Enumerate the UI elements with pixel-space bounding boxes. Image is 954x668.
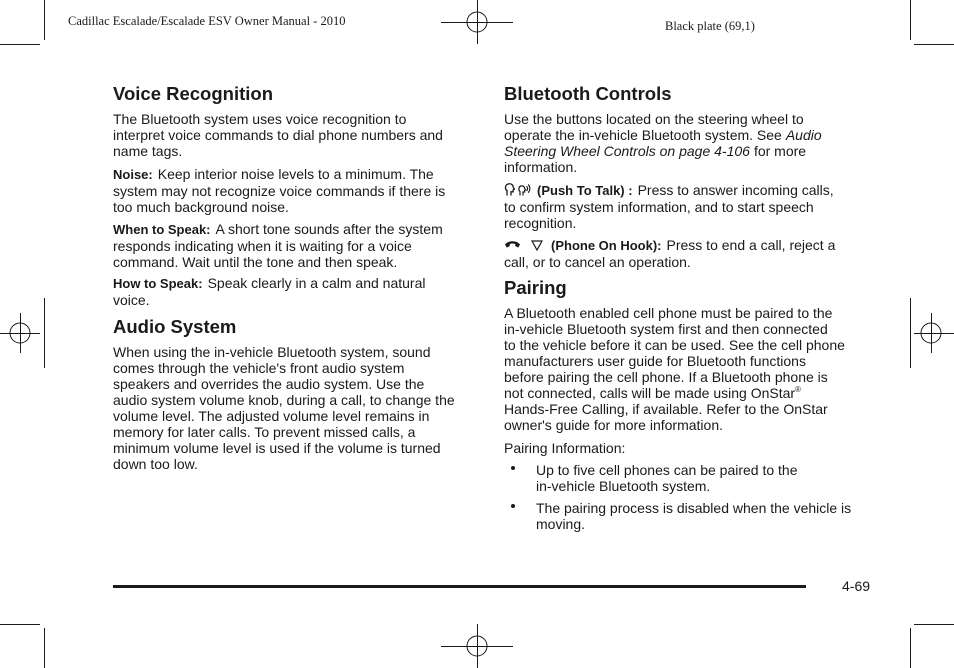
text-line: Hands-Free Calling, if available. Refer to the OnStar <box>504 401 828 417</box>
intro-text: for more <box>753 143 807 159</box>
cross-reference: Audio <box>785 127 822 143</box>
text-line: call, or to cancel an operation. <box>504 254 691 270</box>
phone-icon <box>504 240 521 251</box>
text-line: The pairing process is disabled when the vehicle is <box>536 500 852 516</box>
intro-text: operate the in-vehicle Bluetooth system. See <box>504 127 782 143</box>
bluetooth-controls-intro <box>504 111 822 175</box>
text-line <box>504 385 845 401</box>
noise-label: Noise: <box>113 167 153 182</box>
text-line <box>113 275 425 292</box>
text-line: recognition. <box>504 215 577 231</box>
text-line: moving. <box>536 516 586 532</box>
when-to-speak-label: When to Speak: <box>113 222 211 237</box>
text-line: The Bluetooth system uses voice recognition to <box>113 111 407 127</box>
text-line: to confirm system information, and to start speech <box>504 199 814 215</box>
phone-on-hook-paragraph <box>504 237 835 270</box>
push-to-talk-text: Press to answer incoming calls, <box>637 182 834 198</box>
text-line: voice. <box>113 292 150 308</box>
bullet-icon <box>511 504 515 508</box>
registration-mark-top <box>441 0 513 44</box>
text-line: responds indicating when it is waiting for a voice <box>113 238 412 254</box>
list-item <box>536 500 851 532</box>
text-line: minimum volume level is used if the volume is turned <box>113 440 441 456</box>
text-line: interpret voice commands to dial phone numbers and <box>113 127 443 143</box>
pairing-text: not connected, calls will be made using OnStar <box>504 385 796 401</box>
voice-recognition-heading: Voice Recognition <box>113 83 274 104</box>
text-line: to the vehicle before it can be used. See the cell phone <box>504 337 845 353</box>
text-line: in-vehicle Bluetooth system first and then connected <box>504 321 828 337</box>
manual-title: Cadillac Escalade/Escalade ESV Owner Manual - 2010 <box>68 14 346 28</box>
pairing-info-label <box>504 440 625 456</box>
pairing-heading: Pairing <box>504 277 567 298</box>
text-line: information. <box>504 159 578 175</box>
text-line: system may not recognize voice commands if there is <box>113 183 446 199</box>
text-line: command. Wait until the tone and then speak. <box>113 254 398 270</box>
how-to-speak-text: Speak clearly in a calm and natural <box>207 275 426 291</box>
registration-mark-right <box>914 313 954 353</box>
plate-label: Black plate (69,1) <box>665 19 755 33</box>
text-line: in-vehicle Bluetooth system. <box>536 478 711 494</box>
text-line: owner's guide for more information. <box>504 417 723 433</box>
text-line <box>113 221 443 238</box>
when-to-speak-text: A short tone sounds after the system <box>215 221 443 237</box>
text-line: too much background noise. <box>113 199 289 215</box>
text-line: memory for later calls. To prevent missed calls, a <box>113 424 416 440</box>
registered-trademark: ® <box>795 385 801 394</box>
text-line: comes through the vehicle's front audio system <box>113 360 405 376</box>
bluetooth-controls-heading: Bluetooth Controls <box>504 83 672 104</box>
text-line <box>504 182 834 199</box>
hang-up-triangle-icon <box>531 240 543 251</box>
cross-reference: Steering Wheel Controls on page 4-106 <box>504 143 750 159</box>
when-to-speak-paragraph <box>113 221 443 270</box>
text-line: audio system volume knob, during a call, to change the <box>113 392 455 408</box>
text-line: down too low. <box>113 456 198 472</box>
noise-paragraph <box>113 166 445 215</box>
page-number <box>842 578 870 594</box>
text-line: Pairing Information: <box>504 440 626 456</box>
text-line: When using the in-vehicle Bluetooth system, sound <box>113 344 431 360</box>
list-item <box>536 462 798 494</box>
phone-on-hook-text: Press to end a call, reject a <box>666 237 836 253</box>
pairing-paragraph <box>504 305 845 433</box>
text-line: Up to five cell phones can be paired to the <box>536 462 798 478</box>
registration-mark-left <box>0 313 40 353</box>
text-line: speakers and overrides the audio system. Use the <box>113 376 425 392</box>
voice-recognition-intro <box>113 111 443 159</box>
text-line: name tags. <box>113 143 183 159</box>
text-line <box>504 127 822 143</box>
how-to-speak-label: How to Speak: <box>113 276 203 291</box>
page-number-text: 4-69 <box>842 578 871 594</box>
push-to-talk-label: (Push To Talk) : <box>537 183 633 198</box>
registration-mark-bottom <box>441 624 513 668</box>
audio-system-heading: Audio System <box>113 316 237 337</box>
text-line <box>504 237 835 254</box>
text-line <box>504 143 822 159</box>
text-line: volume level. The adjusted volume level remains in <box>113 408 430 424</box>
audio-system-paragraph <box>113 344 455 472</box>
how-to-speak-paragraph <box>113 275 425 308</box>
noise-text: Keep interior noise levels to a minimum. The <box>157 166 434 182</box>
bullet-icon <box>511 466 515 470</box>
text-line <box>113 166 445 183</box>
push-to-talk-paragraph <box>504 182 834 231</box>
text-line: manufacturers user guide for Bluetooth functions <box>504 353 806 369</box>
footer-rule <box>113 585 806 588</box>
voice-recognition-icon <box>504 183 515 196</box>
phone-on-hook-label: (Phone On Hook): <box>551 238 662 253</box>
text-line: before pairing the cell phone. If a Bluetooth phone is <box>504 369 828 385</box>
text-line: Use the buttons located on the steering wheel to <box>504 111 804 127</box>
push-to-talk-icon <box>518 183 531 196</box>
text-line: A Bluetooth enabled cell phone must be paired to the <box>504 305 833 321</box>
